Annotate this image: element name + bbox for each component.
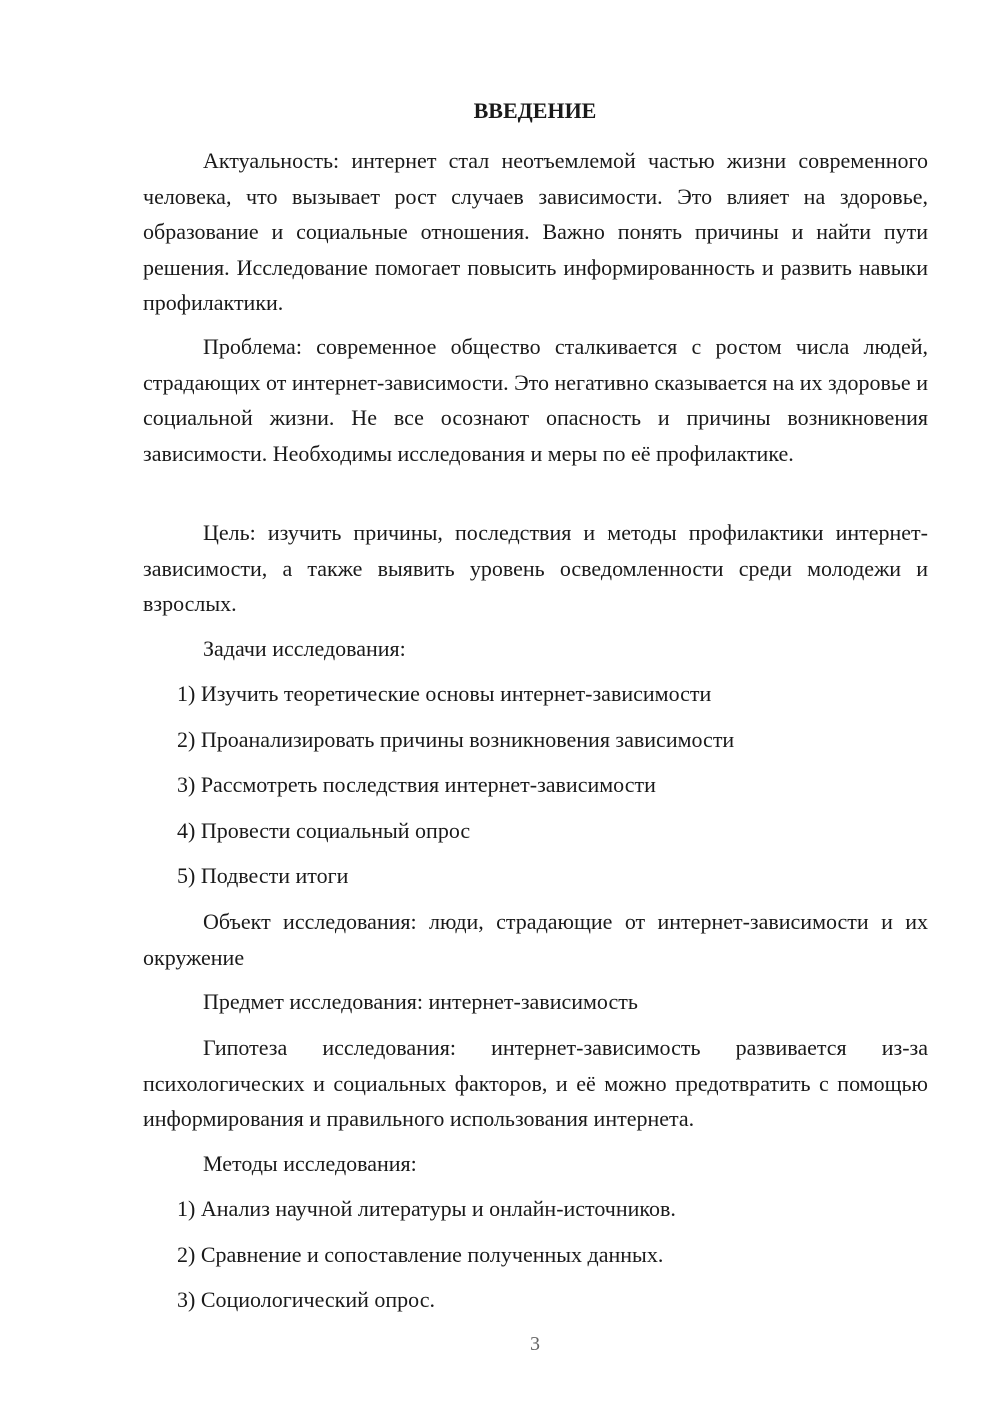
methods-heading: Методы исследования: <box>203 1151 417 1176</box>
task-item-3: 3) Рассмотреть последствия интернет-зависимости <box>177 772 656 797</box>
task-item-2: 2) Проанализировать причины возникновения зависимости <box>177 727 735 752</box>
paragraph-object: Объект исследования: люди, страдающие от интернет-зависимости и их окружение <box>143 909 928 970</box>
method-item-1: 1) Анализ научной литературы и онлайн-источников. <box>177 1196 676 1221</box>
method-item-3: 3) Социологический опрос. <box>177 1287 435 1312</box>
page-title: ВВЕДЕНИЕ <box>473 98 597 123</box>
task-item-1: 1) Изучить теоретические основы интернет-зависимости <box>177 681 712 706</box>
task-item-5: 5) Подвести итоги <box>177 863 349 888</box>
task-item-4: 4) Провести социальный опрос <box>177 818 471 843</box>
paragraph-goal: Цель: изучить причины, последствия и методы профилактики интернет-зависимости, а также выявить уровень осведомленности среди молодежи и взрослых. <box>143 520 928 616</box>
method-item-2: 2) Сравнение и сопоставление полученных данных. <box>177 1242 664 1267</box>
tasks-heading: Задачи исследования: <box>203 636 406 661</box>
page-number: 3 <box>530 1333 540 1355</box>
paragraph-problem: Проблема: современное общество сталкивается с ростом числа людей, страдающих от интернет-зависимости. Это негативно сказывается на их здоровье и социальной жизни. Не все осознают опасность и причины возникновения зависимости. Необходимы исследования и меры по её профилактике. <box>143 334 928 466</box>
paragraph-relevance: Актуальность: интернет стал неотъемлемой частью жизни современного человека, что вызывает рост случаев зависимости. Это влияет на здоровье, образование и социальные отношения. Важно понять причины и найти пути решения. Исследование помогает повысить информированность и развить навыки профилактики. <box>143 148 928 315</box>
paragraph-hypothesis: Гипотеза исследования: интернет-зависимость развивается из-за психологических и социальных факторов, и её можно предотвратить с помощью информирования и правильного использования интернета. <box>143 1035 928 1131</box>
paragraph-subject: Предмет исследования: интернет-зависимость <box>203 989 638 1014</box>
